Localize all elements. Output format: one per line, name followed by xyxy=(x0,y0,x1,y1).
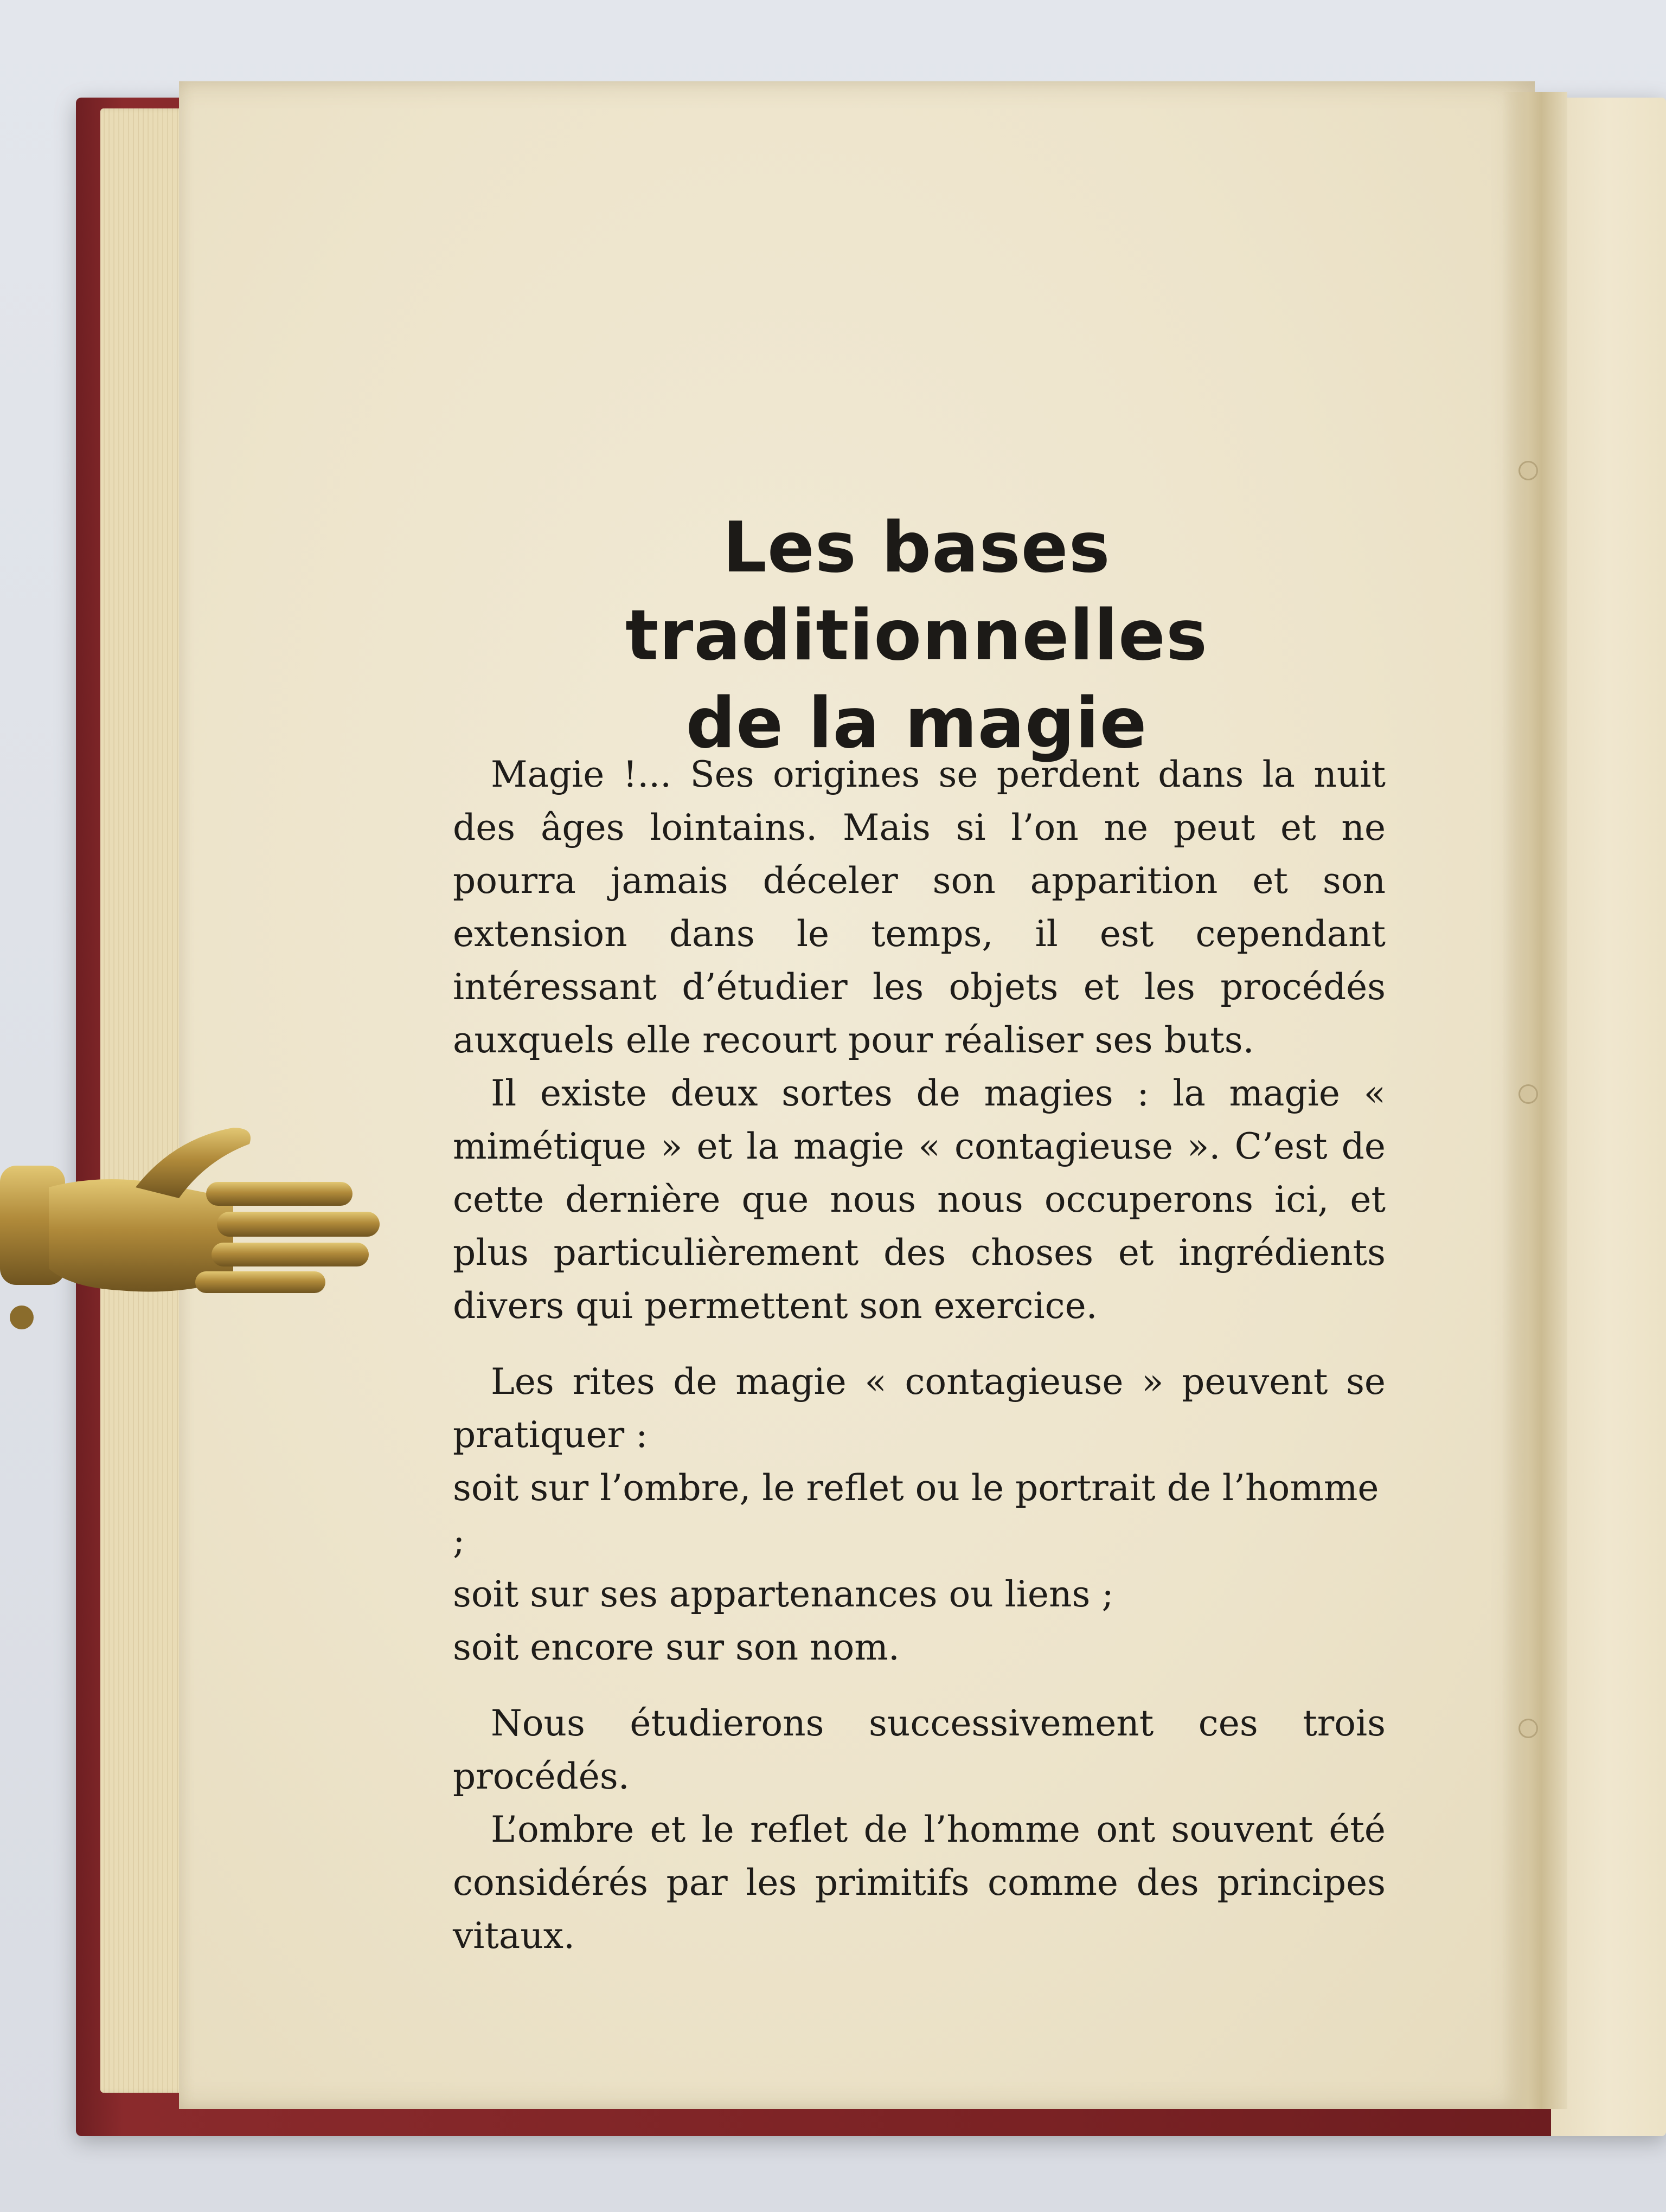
paragraph: Les rites de magie « contagieuse » peuvent se pratiquer : xyxy=(453,1361,1386,1456)
hand-finger xyxy=(212,1243,369,1266)
chapter-title-line: de la magie xyxy=(685,683,1148,764)
list-line: soit encore sur son nom. xyxy=(453,1626,900,1668)
list-line: soit sur l’ombre, le reflet ou le portrait de l’homme ; xyxy=(453,1467,1379,1562)
chapter-title-line: Les bases traditionnelles xyxy=(625,507,1208,676)
hand-finger xyxy=(195,1271,325,1293)
facing-page xyxy=(1551,98,1666,2136)
chapter-title xyxy=(456,504,1377,768)
paragraph: Nous étudierons successivement ces trois procédés. xyxy=(453,1702,1386,1797)
paragraph: Magie !... Ses origines se perdent dans la nuit des âges lointains. Mais si l’on ne peut et ne pourra jamais déceler son apparition et son extension dans le temps, il est cependant intéressant d’étudier les objets et les procédés auxquels elle recourt pour réaliser ses buts. xyxy=(453,754,1386,1061)
hand-finger xyxy=(217,1212,380,1237)
binding-stitch xyxy=(1518,1084,1538,1104)
chapter-body xyxy=(453,748,1386,1963)
binding-stitch xyxy=(1518,461,1538,480)
paragraph: Il existe deux sortes de magies : la magie « mimétique » et la magie « contagieuse ». C’est de cette dernière que nous nous occuperons ici, et plus particulièrement des choses et ingrédients divers qui permettent son exercice. xyxy=(453,1072,1386,1327)
list-line: soit sur ses appartenances ou liens ; xyxy=(453,1573,1114,1615)
paragraph: L’ombre et le reflet de l’homme ont souvent été considérés par les primitifs comme des principes vitaux. xyxy=(453,1809,1386,1957)
clip-rivet xyxy=(10,1306,34,1329)
brass-hand-clip xyxy=(0,1106,390,1334)
binding-stitch xyxy=(1518,1719,1538,1738)
hand-finger xyxy=(206,1182,353,1206)
